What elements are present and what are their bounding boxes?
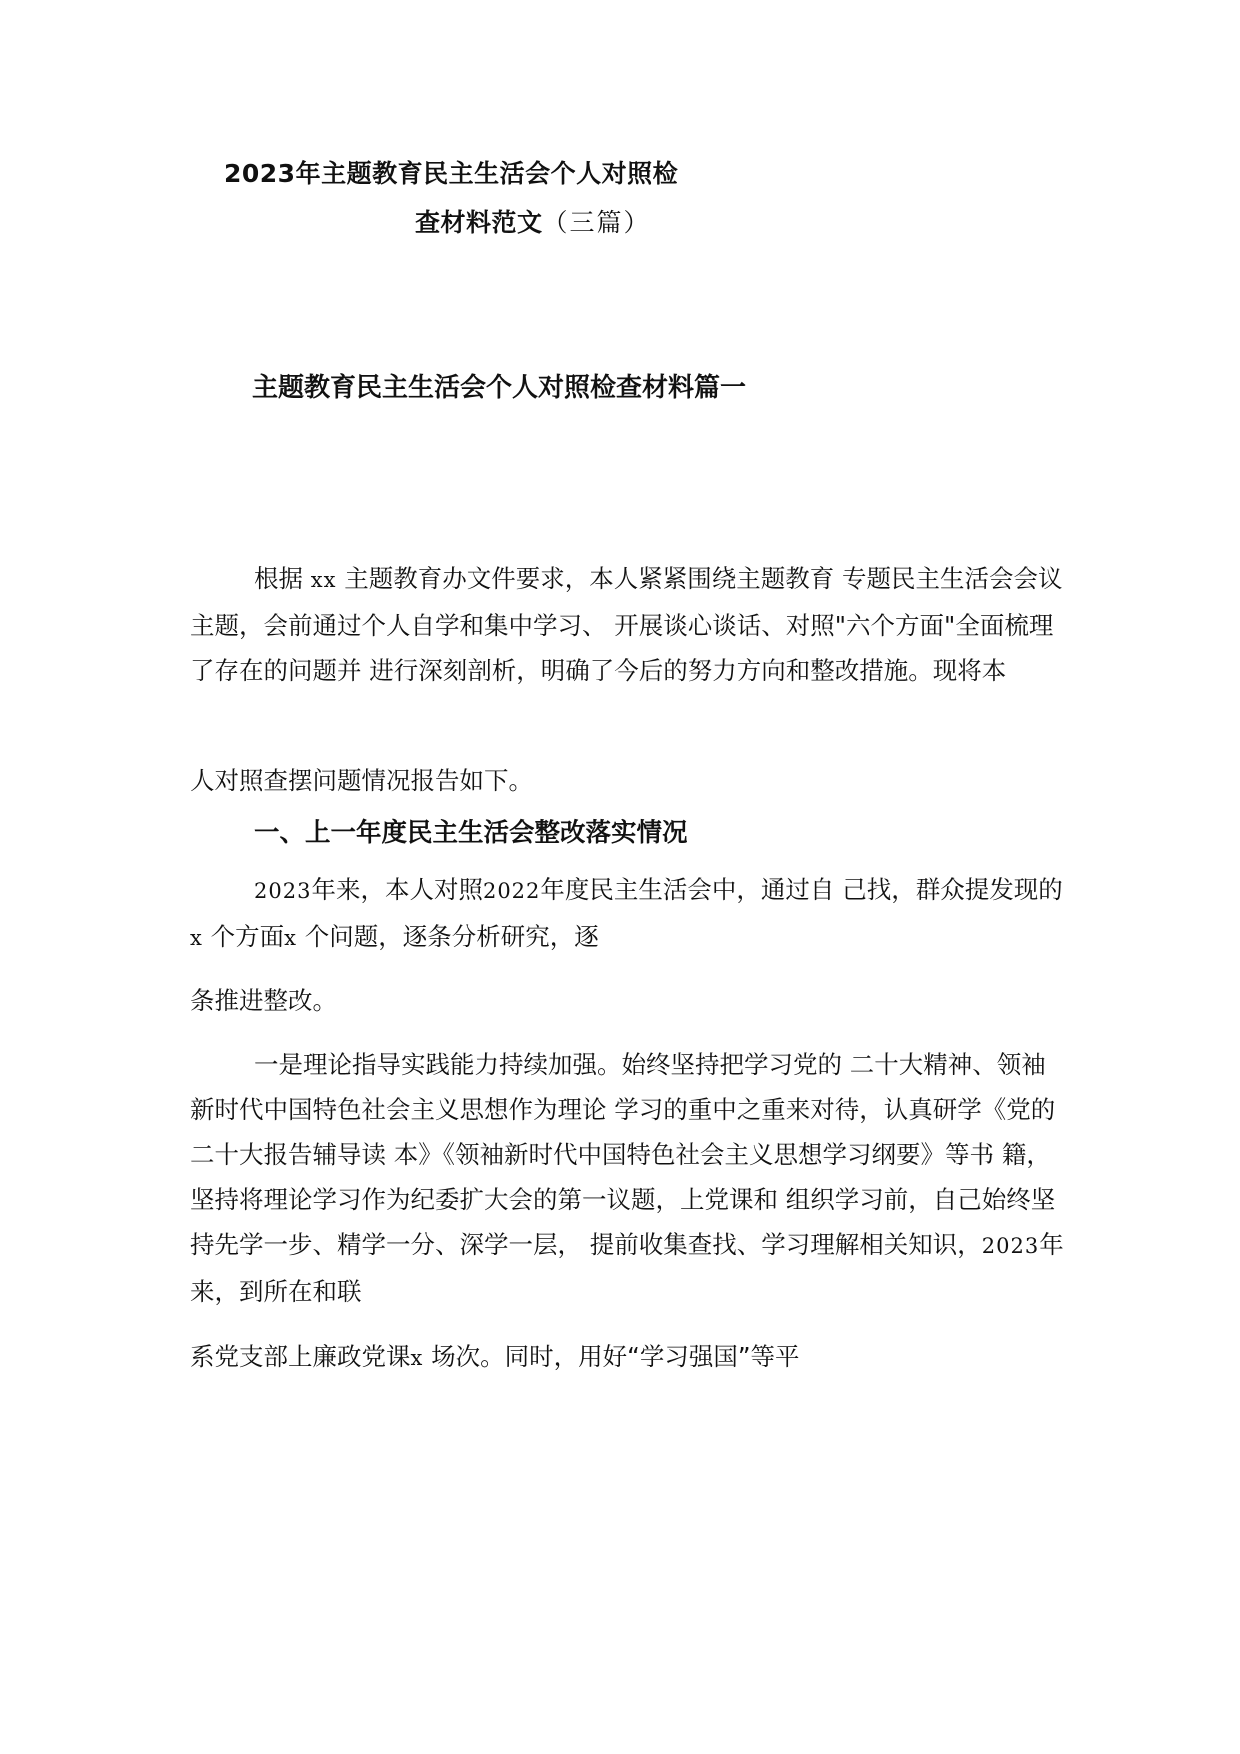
p3-text-a: 一是理论指导实践能力持续加强。始终坚持把学习党的 二十大精神、领袖新时代中国特色社会主义思想作为理论 学习的重中之重来对待，认真研学《党的二十大报告辅导读 本》《领袖新时代中国特色社会主义思想学习纲要》等书 籍，坚持将理论学习作为纪委扩大会的第一议题，上党课和 组织学习前，自己始终坚持先学一步、精学一分、深学一层， 提前收集查找、学习理解相关知识，	[190, 1050, 1056, 1259]
p2-text-b: 年度民主生活会中，通过自 己找，群众提发现的	[540, 875, 1063, 904]
section-heading: 主题教育民主生活会个人对照检查材料篇一	[252, 373, 747, 403]
title-paren: （三篇）	[542, 208, 651, 237]
intro-pre: 根据	[254, 564, 311, 593]
paragraph-theory-continued	[190, 1334, 1070, 1381]
document-title-line-1: 2023年主题教育民主生活会个人对照检	[224, 159, 679, 188]
p2-x1: x	[190, 926, 203, 950]
p3-x: x	[410, 1346, 424, 1370]
document-title-line-2	[415, 207, 651, 239]
paragraph-rectification	[190, 867, 1070, 961]
p3-text-b: 年来，到所在和联	[190, 1230, 1064, 1306]
intro-xx: xx	[310, 568, 337, 592]
title-main: 查材料范文	[415, 208, 543, 237]
paragraph-intro-continued: 人对照查摆问题情况报告如下。	[190, 766, 533, 795]
p3-cont-b: 场次。同时，用好“学习强国”等平	[423, 1342, 800, 1371]
p2-x2: x	[284, 926, 297, 950]
p2-text-c: 个方面	[202, 922, 285, 951]
p2-text-a: 年来，本人对照	[311, 875, 483, 904]
paragraph-rectification-continued: 条推进整改。	[190, 986, 337, 1015]
year-2023: 2023	[254, 879, 312, 903]
paragraph-intro	[190, 556, 1070, 693]
intro-post: 主题教育办文件要求，本人紧紧围绕主题教育 专题民主生活会会议主题，会前通过个人自学和集中学习、 开展谈心谈话、对照"六个方面"全面梳理了存在的问题并 进行深刻剖析，明确了今后的努力方向和整改措施。现将本	[190, 564, 1063, 685]
heading-rectification: 一、上一年度民主生活会整改落实情况	[254, 818, 688, 848]
p3-year: 2023	[981, 1234, 1040, 1258]
p2-text-d: 个问题，逐条分析研究，逐	[296, 922, 599, 951]
paragraph-theory	[190, 1042, 1070, 1314]
year-2022: 2022	[482, 879, 541, 903]
p3-cont-a: 系党支部上廉政党课	[190, 1342, 411, 1371]
